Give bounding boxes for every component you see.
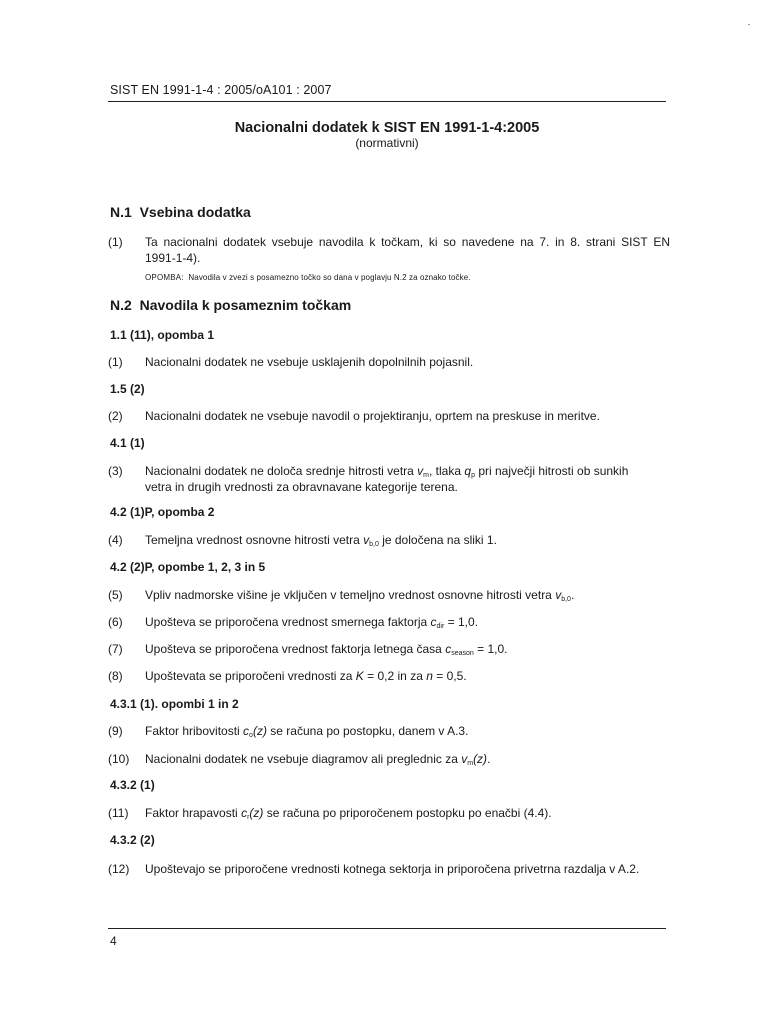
- paragraph-text: Faktor hrapavosti $c_r(z)$ se računa po priporočenem postopku po enačbi (4.4).: [145, 806, 552, 821]
- paragraph-text: Nacionalni dodatek ne vsebuje usklajenih dopolnilnih pojasnil.: [145, 355, 474, 369]
- paragraph-number: (1): [108, 235, 123, 249]
- paragraph-text: Nacionalni dodatek ne vsebuje diagramov ali preglednic za $v_m(z)$.: [145, 752, 491, 767]
- clause-heading: 1.5 (2): [110, 382, 145, 396]
- section-heading-n1: [110, 204, 251, 220]
- section-title: Vsebina dodatka: [139, 204, 251, 220]
- symbol: v: [363, 533, 370, 547]
- symbol: c: [445, 642, 452, 656]
- paragraph-line: 1991-1-4).: [145, 251, 201, 265]
- clause-heading: 4.1 (1): [110, 436, 145, 450]
- paragraph-text: Upoštevata se priporočeni vrednosti za K = 0,2 in za n = 0,5.: [145, 669, 467, 683]
- paragraph-line: Ta nacionalni dodatek vsebuje navodila k točkam, ki so navedene na 7. in 8. strani SIST EN: [145, 235, 670, 249]
- paragraph-number: (11): [108, 806, 129, 820]
- clause-heading: 4.2 (2)P, opombe 1, 2, 3 in 5: [110, 560, 266, 574]
- paragraph-number: (10): [108, 752, 130, 766]
- paragraph-number: (4): [108, 533, 123, 547]
- page-subtitle: (normativni): [355, 136, 419, 150]
- symbol: v: [555, 588, 562, 602]
- symbol: K: [355, 669, 364, 683]
- paragraph-number: (3): [108, 464, 123, 478]
- note: [145, 273, 471, 282]
- footer-rule: [108, 928, 666, 929]
- paragraph-number: (12): [108, 862, 130, 876]
- scan-speck: [748, 24, 750, 25]
- page-title: Nacionalni dodatek k SIST EN 1991-1-4:2005: [234, 120, 540, 136]
- header-rule: [108, 101, 666, 102]
- paragraph-number: (1): [108, 355, 123, 369]
- section-number: N.1: [110, 204, 132, 220]
- paragraph-text: Temeljna vrednost osnovne hitrosti vetra $v_{b,0}$ je določena na sliki 1.: [145, 533, 497, 548]
- clause-heading: 4.3.2 (1): [110, 778, 155, 792]
- symbol: v: [461, 752, 468, 766]
- paragraph-text: Faktor hribovitosti $c_o(z)$ se računa po postopku, danem v A.3.: [145, 724, 469, 739]
- paragraph-line: Nacionalni dodatek ne določa srednje hitrosti vetra $v_m$, tlaka $q_p$ pri največji hitrosti ob sunkih: [145, 464, 629, 479]
- symbol: c: [430, 615, 437, 629]
- paragraph-number: (2): [108, 409, 123, 423]
- symbol: v: [417, 464, 424, 478]
- symbol: c: [241, 806, 248, 820]
- section-number: N.2: [110, 297, 132, 313]
- page-number: 4: [110, 934, 117, 948]
- paragraph-text: Upošteva se priporočena vrednost smernega faktorja $c_{dir} = 1,0$.: [145, 615, 478, 630]
- paragraph-text: Upoštevajo se priporočene vrednosti kotnega sektorja in priporočena privetrna razdalja v A.2.: [145, 862, 640, 876]
- note-text: Navodila v zvezi s posamezno točko so dana v poglavju N.2 za oznako točke.: [188, 273, 471, 282]
- paragraph-number: (6): [108, 615, 123, 629]
- symbol: q: [464, 464, 472, 478]
- clause-heading: 4.2 (1)P, opomba 2: [110, 505, 215, 519]
- clause-heading: 1.1 (11), opomba 1: [110, 328, 215, 342]
- paragraph-text: Vpliv nadmorske višine je vključen v temeljno vrednost osnovne hitrosti vetra $v_{b,0}$.: [145, 588, 575, 603]
- paragraph-line: vetra in drugih vrednosti za obravnavane kategorije terena.: [145, 480, 458, 494]
- paragraph-text: Upošteva se priporočena vrednost faktorja letnega časa $c_{season} = 1,0$.: [145, 642, 508, 657]
- note-label: OPOMBA:: [145, 273, 184, 282]
- paragraph-number: (8): [108, 669, 123, 683]
- header-document-id: SIST EN 1991-1-4 : 2005/oA101 : 2007: [110, 83, 332, 97]
- symbol: c: [243, 724, 250, 738]
- clause-heading: 4.3.2 (2): [110, 833, 155, 847]
- clause-heading: 4.3.1 (1). opombi 1 in 2: [110, 697, 239, 711]
- symbol: n: [426, 669, 433, 683]
- paragraph-number: (7): [108, 642, 123, 656]
- paragraph-text: Nacionalni dodatek ne vsebuje navodil o projektiranju, oprtem na preskuse in meritve.: [145, 409, 600, 423]
- paragraph-number: (9): [108, 724, 123, 738]
- section-title: Navodila k posameznim točkam: [139, 297, 352, 313]
- section-heading-n2: [110, 297, 351, 313]
- paragraph-number: (5): [108, 588, 123, 602]
